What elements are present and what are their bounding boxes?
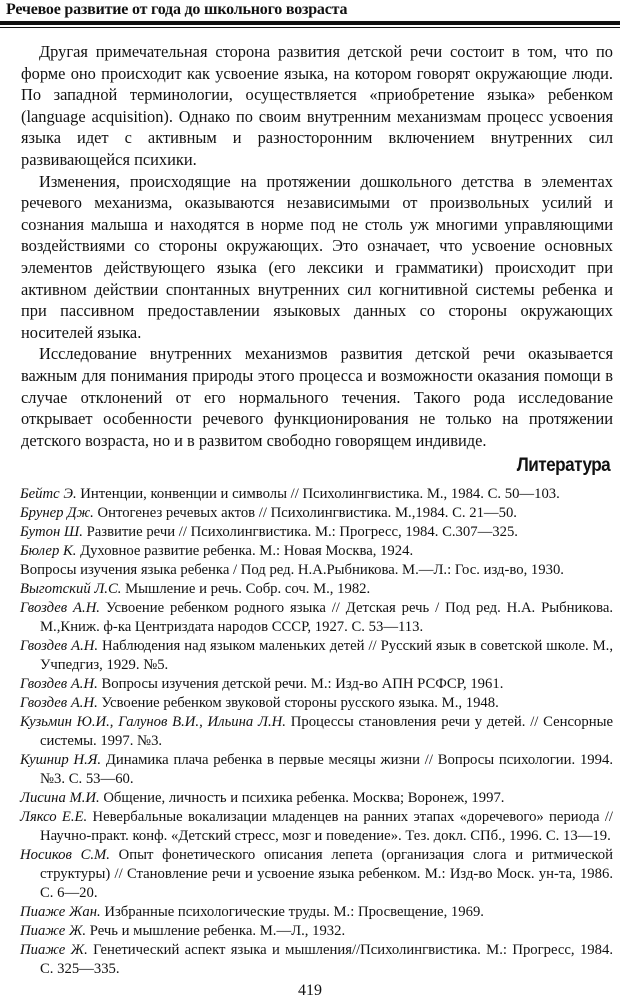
reference-text: Онтогенез речевых актов // Психолингвистика. М.,1984. С. 21—50.: [93, 505, 517, 521]
reference-author: Бейтс Э.: [20, 486, 77, 502]
paragraph: Другая примечательная сторона развития детской речи состоит в том, что по форме оно происходит как усвоение языка, на котором говорят окружающие люди. По западной терминологии, осуществляется «приобретение языка» ребенком (language acquisition). Однако по своим внутренним механизмам процесс усвоения языка идет с активным и разносторонним включением внутренних сил развивающейся психики.: [21, 42, 613, 169]
reference-author: Пиаже Жан.: [20, 904, 101, 920]
reference-text: Интенции, конвенции и символы // Психолингвистика. М., 1984. С. 50—103.: [76, 486, 560, 502]
reference-author: Выготский Л.С.: [20, 581, 122, 597]
reference-author: Гвоздев А.Н.: [20, 638, 99, 654]
reference-list: [20, 485, 613, 979]
reference-item: [20, 561, 613, 580]
reference-text: Вопросы изучения детской речи. М.: Изд-во АПН РСФСР, 1961.: [97, 676, 504, 692]
reference-item: [20, 694, 613, 713]
reference-item: [20, 922, 613, 941]
running-head: Речевое развитие от года до школьного возраста: [6, 1, 348, 18]
reference-item: [20, 941, 613, 979]
reference-item: [20, 599, 613, 637]
reference-text: Общение, личность и психика ребенка. Москва; Воронеж, 1997.: [99, 790, 505, 806]
reference-item: [20, 504, 613, 523]
reference-text: Духовное развитие ребенка. М.: Новая Москва, 1924.: [76, 543, 414, 559]
reference-author: Лисина М.И.: [20, 790, 100, 806]
reference-author: Гвоздев А.Н.: [20, 695, 98, 711]
reference-author: Носиков С.М.: [20, 847, 110, 863]
reference-item: [20, 713, 613, 751]
header-rule: [0, 21, 620, 25]
reference-author: Бутон Ш.: [20, 524, 83, 540]
reference-item: [20, 903, 613, 922]
paragraph: Исследование внутренних механизмов развития детской речи оказывается важным для понимания природы этого процесса и возможности оказания помощи в случае отклонений от его нормального течения. Такого рода исследование открывает особенности речевого функционирования не только на протяжении детского возраста, но и в развитом свободно говорящем индивиде.: [21, 344, 613, 450]
reference-item: [20, 485, 613, 504]
reference-item: [20, 751, 613, 789]
reference-author: Гвоздев А.Н.: [20, 676, 98, 692]
reference-author: Ляксо Е.Е.: [20, 809, 88, 825]
reference-text: Невербальные вокализации младенцев на ранних этапах «доречевого» периода // Научно-практ. конф. «Детский стресс, мозг и поведение». Тез. докл. СПб., 1996. С. 13—19.: [40, 809, 614, 844]
reference-item: [20, 637, 613, 675]
reference-text: Избранные психологические труды. М.: Просвещение, 1969.: [100, 904, 484, 920]
page-number: 419: [298, 982, 322, 999]
reference-item: [20, 789, 613, 808]
reference-item: [20, 542, 613, 561]
reference-text: Мышление и речь. Собр. соч. М., 1982.: [121, 581, 371, 597]
reference-author: Брунер Дж.: [20, 505, 94, 521]
header-rule-thin: [0, 27, 620, 28]
reference-text: Вопросы изучения языка ребенка / Под ред. Н.А.Рыбникова. М.—Л.: Гос. изд-во, 1930.: [20, 562, 564, 578]
reference-item: [20, 808, 613, 846]
reference-author: Пиаже Ж.: [20, 942, 88, 958]
reference-text: Динамика плача ребенка в первые месяцы жизни // Вопросы психологии. 1994. №3. С. 53—60.: [40, 752, 613, 787]
reference-author: Кушнир Н.Я.: [20, 752, 102, 768]
reference-item: [20, 523, 613, 542]
reference-item: [20, 580, 613, 599]
reference-text: Развитие речи // Психолингвистика. М.: Прогресс, 1984. С.307—325.: [82, 524, 518, 540]
body-text: [21, 41, 613, 451]
paragraph: Изменения, происходящие на протяжении дошкольного детства в элементах речевого механизма, оказываются независимыми от произвольных усилий и сознания малыша и находятся в норме под не столь уж многими управляющими воздействиями со стороны окружающих. Это означает, что усвоение основных элементов действующего языка (его лексики и грамматики) происходит при активном действии спонтанных внутренних сил когнитивной системы ребенка и при пассивном предоставлении языковых данных со стороны окружающих носителей языка.: [21, 171, 613, 342]
reference-author: Пиаже Ж.: [20, 923, 87, 939]
reference-author: Кузьмин Ю.И., Галунов В.И., Ильина Л.Н.: [20, 714, 286, 730]
reference-text: Опыт фонетического описания лепета (организация слога и ритмической структуры) // Становление речи и усвоение языка ребенком. М.: Изд-во Моск. ун-та, 1986. С. 6—20.: [40, 847, 614, 901]
reference-text: Речь и мышление ребенка. М.—Л., 1932.: [86, 923, 346, 939]
reference-author: Гвоздев А.Н.: [20, 600, 100, 616]
reference-text: Усвоение ребенком родного языка // Детская речь / Под ред. Н.А. Рыбникова. М.,Книж. ф-ка Центриздата народов СССР, 1927. С. 53—113.: [40, 600, 614, 635]
reference-text: Усвоение ребенком звуковой стороны русского языка. М., 1948.: [97, 695, 499, 711]
reference-author: Бюлер К.: [20, 543, 77, 559]
reference-text: Наблюдения над языком маленьких детей // Русский язык в советской школе. М., Учпедгиз, 1929. №5.: [40, 638, 614, 673]
literature-heading: Литература: [516, 454, 610, 476]
reference-item: [20, 846, 613, 903]
reference-text: Процессы становления речи у детей. // Сенсорные системы. 1997. №3.: [40, 714, 613, 749]
reference-item: [20, 675, 613, 694]
reference-text: Генетический аспект языка и мышления//Психолингвистика. М.: Прогресс, 1984. С. 325—335.: [40, 942, 613, 977]
